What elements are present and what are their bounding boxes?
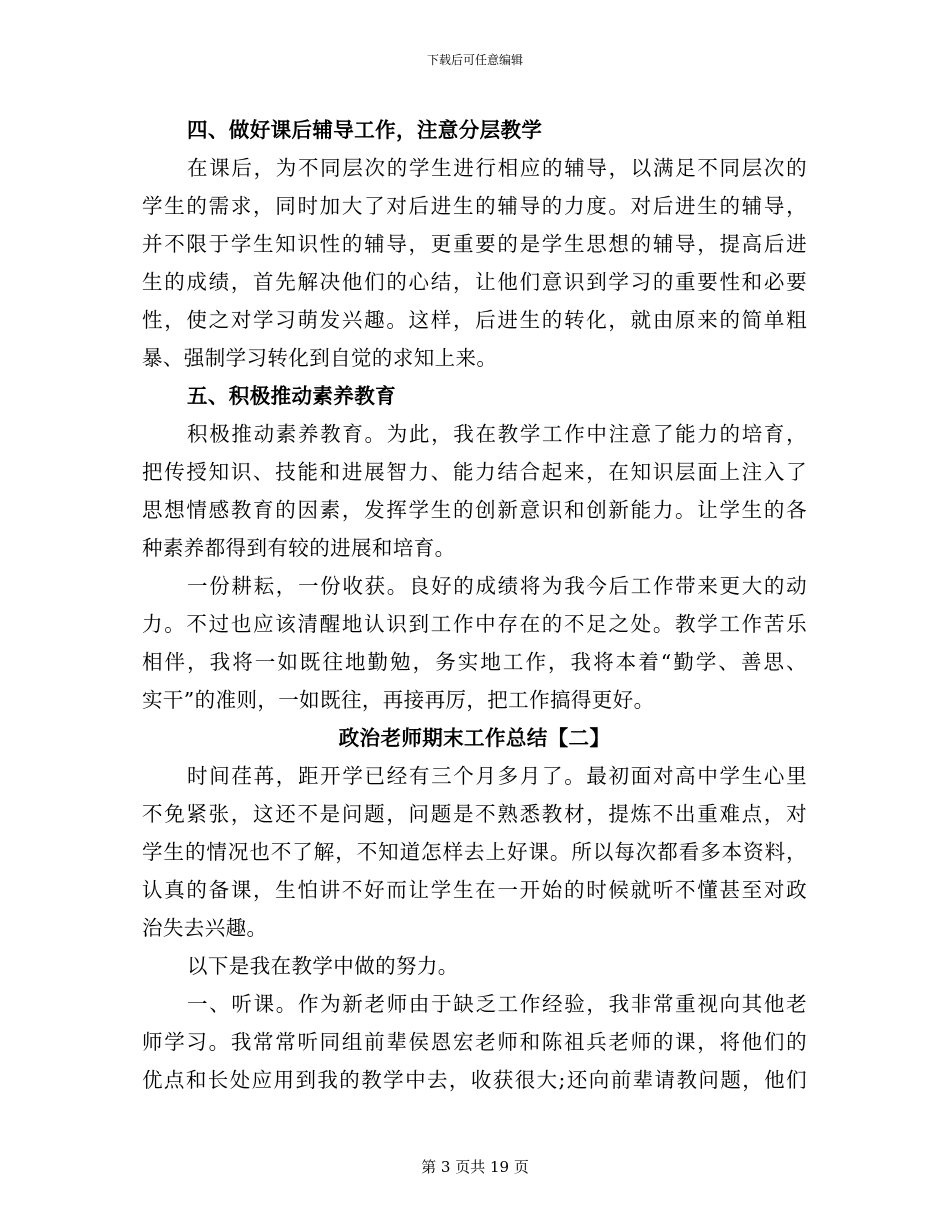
paragraph-line: 生的成绩，首先解决他们的心结，让他们意识到学习的重要性和必要	[142, 270, 807, 294]
paragraph-line: 把传授知识、技能和进展智力、能力结合起来，在知识层面上注入了	[142, 460, 807, 484]
paragraph-line: 治失去兴趣。	[142, 916, 268, 940]
paragraph-line: 暴、强制学习转化到自觉的求知上来。	[142, 346, 498, 370]
paragraph-line: 一、听课。作为新老师由于缺乏工作经验，我非常重视向其他老	[187, 992, 807, 1016]
paragraph-line: 积极推动素养教育。为此，我在教学工作中注意了能力的培育，	[187, 422, 807, 446]
paragraph-line: 思想情感教育的因素，发挥学生的创新意识和创新能力。让学生的各	[142, 498, 807, 522]
paragraph-line: 一份耕耘，一份收获。良好的成绩将为我今后工作带来更大的动	[187, 574, 807, 598]
paragraph-line: 时间荏苒，距开学已经有三个月多月了。最初面对高中学生心里	[187, 764, 807, 788]
paragraph-line: 以下是我在教学中做的努力。	[187, 954, 459, 978]
paragraph-line: 性，使之对学习萌发兴趣。这样，后进生的转化，就由原来的简单粗	[142, 308, 807, 332]
paragraph-line: 优点和长处应用到我的教学中去，收获很大;还向前辈请教问题，他们	[142, 1068, 807, 1092]
section-heading: 四、做好课后辅导工作，注意分层教学	[187, 118, 543, 142]
paragraph-line: 并不限于学生知识性的辅导，更重要的是学生思想的辅导，提高后进	[142, 232, 807, 256]
paragraph-line: 学生的情况也不了解，不知道怎样去上好课。所以每次都看多本资料，	[142, 840, 807, 864]
paragraph-line: 学生的需求，同时加大了对后进生的辅导的力度。对后进生的辅导，	[142, 194, 807, 218]
section-heading: 五、积极推动素养教育	[187, 384, 396, 408]
paragraph-line: 不免紧张，这还不是问题，问题是不熟悉教材，提炼不出重难点，对	[142, 802, 807, 826]
paragraph-line: 师学习。我常常听同组前辈侯恩宏老师和陈祖兵老师的课，将他们的	[142, 1030, 807, 1054]
paragraph-line: 在课后，为不同层次的学生进行相应的辅导，以满足不同层次的	[187, 156, 807, 180]
paragraph-line: 实干”的准则，一如既往，再接再厉，把工作搞得更好。	[142, 688, 655, 712]
document-body	[142, 111, 807, 1099]
paragraph-line: 认真的备课，生怕讲不好而让学生在一开始的时候就听不懂甚至对政	[142, 878, 807, 902]
page-number: 第 3 页共 19 页	[421, 1158, 529, 1176]
paragraph-line: 力。不过也应该清醒地认识到工作中存在的不足之处。教学工作苦乐	[142, 612, 807, 636]
page-header: 下载后可任意编辑	[426, 53, 523, 67]
paragraph-line: 相伴，我将一如既往地勤勉，务实地工作，我将本着“勤学、善思、	[142, 650, 807, 674]
paragraph-line: 种素养都得到有较的进展和培育。	[142, 536, 456, 560]
document-title: 政治老师期末工作总结【二】	[338, 726, 611, 750]
